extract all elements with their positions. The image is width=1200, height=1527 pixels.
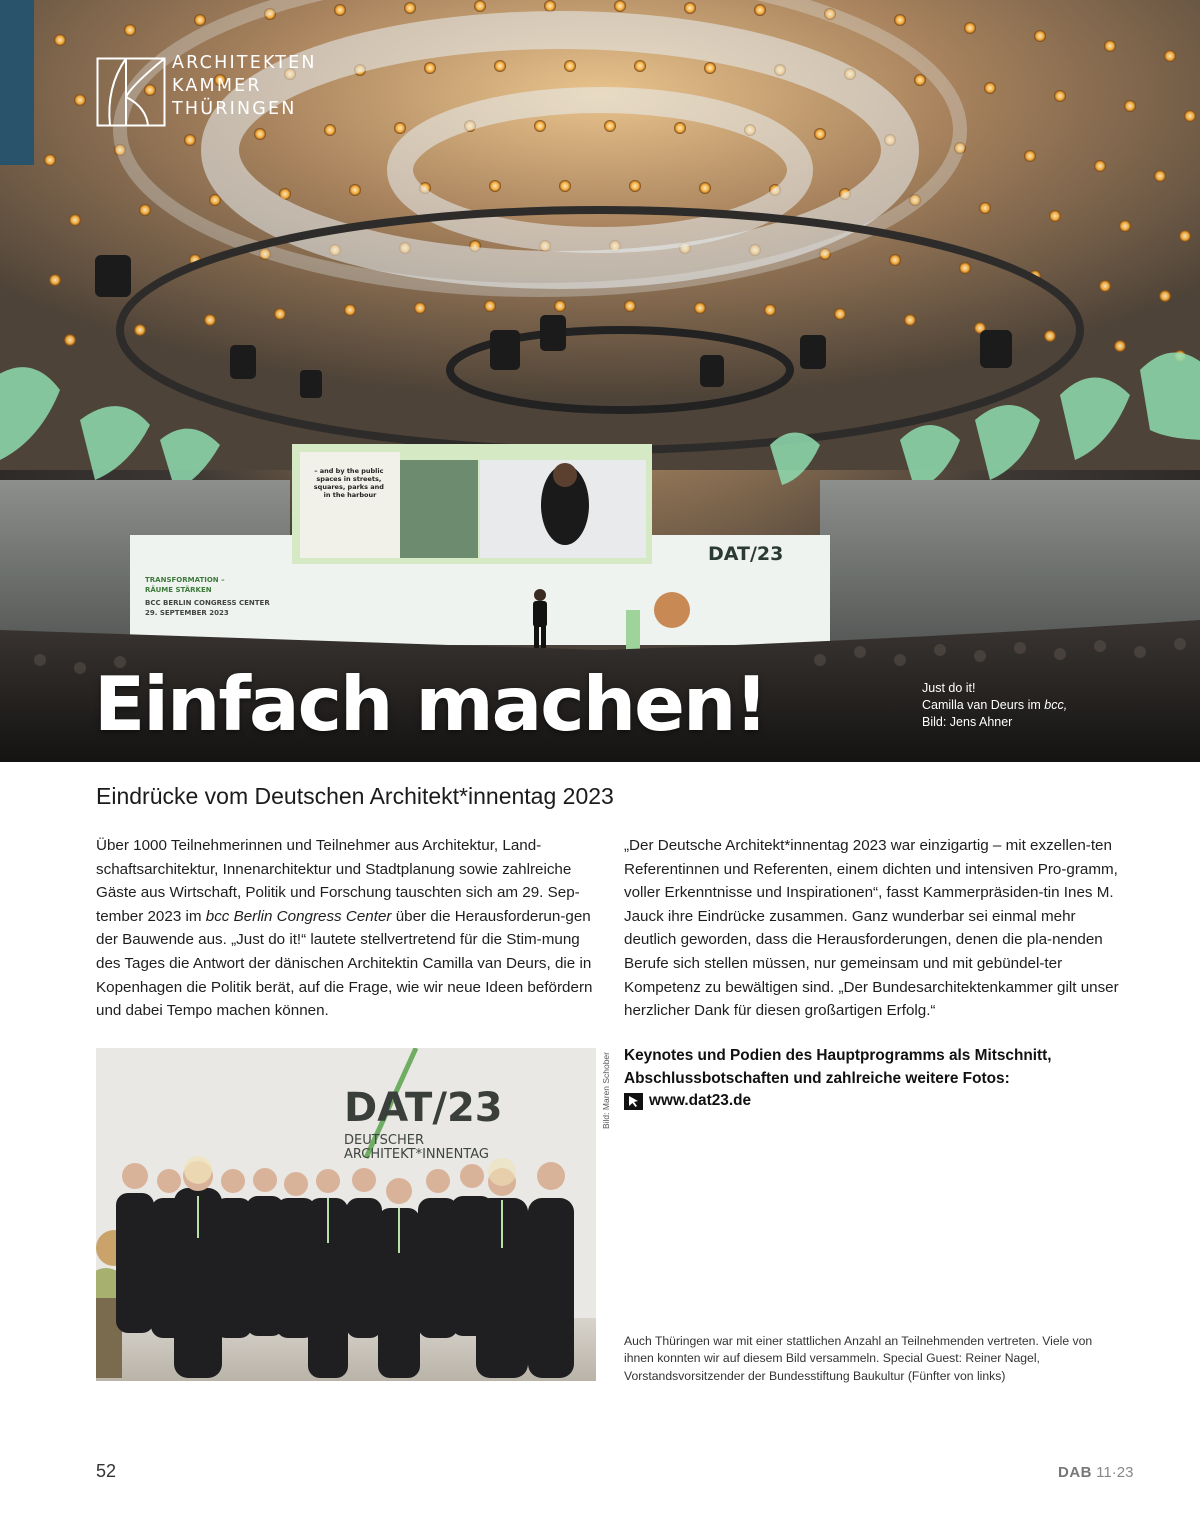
screen-text-line: – and by the public bbox=[314, 467, 384, 475]
website-link[interactable] bbox=[624, 1090, 1104, 1113]
article-subtitle: Eindrücke vom Deutschen Architekt*innentag 2023 bbox=[96, 783, 614, 809]
hero-caption-credit: Bild: Jens Ahner bbox=[922, 715, 1013, 729]
hero-caption bbox=[922, 680, 1067, 731]
group-photo-caption: Auch Thüringen war mit einer stattlichen Anzahl an Teilnehmenden vertreten. Viele von ihnen konnten wir auf diesem Bild versammeln. Special Guest: Reiner Nagel, Vorstandsvorsitzender der Bundesstiftung Baukultur (Fünfter von links) bbox=[624, 1334, 1093, 1383]
stage-text-line: 29. SEPTEMBER 2023 bbox=[145, 609, 229, 617]
body-text-left bbox=[96, 834, 598, 1023]
chamber-logo-icon bbox=[96, 57, 166, 127]
screen-text-line: spaces in streets, bbox=[316, 475, 382, 483]
stage-text-line: TRANSFORMATION – bbox=[145, 576, 225, 584]
body-text: über die Herausforderun-gen der Bauwende aus. „Just do it!“ lautete stellvertretend für die Stim-mung des Tages die Antwort der dänischen Architektin Camilla van Deurs, die in Kopenhagen die Politik berät, auf die Frage, wie wir neue Ideen befördern und dabei Tempo machen können. bbox=[96, 907, 593, 1020]
screen-text-line: in the harbour bbox=[323, 491, 377, 499]
logo-line: ARCHITEKTEN bbox=[172, 53, 317, 73]
magazine-brand bbox=[1058, 1464, 1133, 1481]
group-photo bbox=[96, 1048, 596, 1381]
caption-text: Camilla van Deurs im bbox=[922, 698, 1045, 712]
caption-venue: bcc, bbox=[1044, 698, 1068, 712]
banner-main-text: DAT/23 bbox=[344, 1085, 503, 1131]
body-text-right: „Der Deutsche Architekt*innentag 2023 war einzigartig – mit exzellen-ten Referentinnen und Referenten, einem dichten und intensiven Pro-gramm, voller Erkenntnisse und Inspirationen“, fasst Kammerpräsiden-tin Ines M. Jauck ihre Eindrücke zusammen. Ganz wunderbar sei einmal mehr deutlich geworden, dass die Herausforderungen, denen die pla-nenden Berufe sich stellen müssen, nur gemeinsam und mit gebündel-ter Kompetenz zu bewältigen sind. „Der Bundesarchitektenkammer gilt unser herzlicher Dank für diesen großartigen Erfolg.“ bbox=[624, 837, 1119, 1020]
photo-credit: Bild: Maren Schober bbox=[601, 1052, 611, 1130]
group-photo-illustration bbox=[96, 1048, 596, 1381]
screen-text-line: squares, parks and bbox=[313, 483, 384, 491]
website-link-text[interactable]: www.dat23.de bbox=[649, 1092, 752, 1109]
keynote-text: Keynotes und Podien des Hauptprogramms als Mitschnitt, Abschlussbotschaften und zahlreiche weitere Fotos: bbox=[624, 1047, 1052, 1087]
banner-sub-text: ARCHITEKT*INNENTAG bbox=[344, 1147, 489, 1162]
venue-name: bcc Berlin Congress Center bbox=[205, 907, 392, 925]
stage-logo: DAT/23 bbox=[708, 543, 784, 565]
svg-text:– and by the public spac bbox=[314, 467, 386, 499]
body-text: Über 1000 Teilnehmerinnen und Teilnehmer aus Architektur, Land-schaftsarchitektur, Innenarchitektur und Stadtplanung sowie zahlreiche Gäste aus Wirtschaft, Politik und Forschung tauschten sich am 29. Sep-tember 2023 im bbox=[96, 837, 580, 925]
hero-caption-line bbox=[922, 697, 1067, 714]
accent-bar bbox=[0, 0, 34, 165]
flower-arrangement bbox=[654, 592, 690, 628]
brand-name: DAB bbox=[1058, 1464, 1092, 1481]
stage-text-line: BCC BERLIN CONGRESS CENTER bbox=[145, 599, 270, 607]
page-number: 52 bbox=[96, 1461, 117, 1481]
banner-sub-text: DEUTSCHER bbox=[344, 1133, 425, 1148]
hero-title: Einfach machen! bbox=[94, 660, 767, 748]
keynote-info bbox=[624, 1045, 1104, 1113]
lectern bbox=[626, 610, 640, 650]
logo-line: KAMMER bbox=[172, 76, 262, 96]
hero-photo bbox=[0, 0, 1200, 762]
chamber-logo-text bbox=[172, 52, 317, 121]
hero-caption-line: Just do it! bbox=[922, 681, 976, 695]
cursor-arrow-icon bbox=[624, 1093, 643, 1110]
stage-text-line: RÄUME STÄRKEN bbox=[145, 586, 212, 594]
logo-line: THÜRINGEN bbox=[172, 99, 297, 119]
issue-number: 11·23 bbox=[1096, 1464, 1134, 1481]
